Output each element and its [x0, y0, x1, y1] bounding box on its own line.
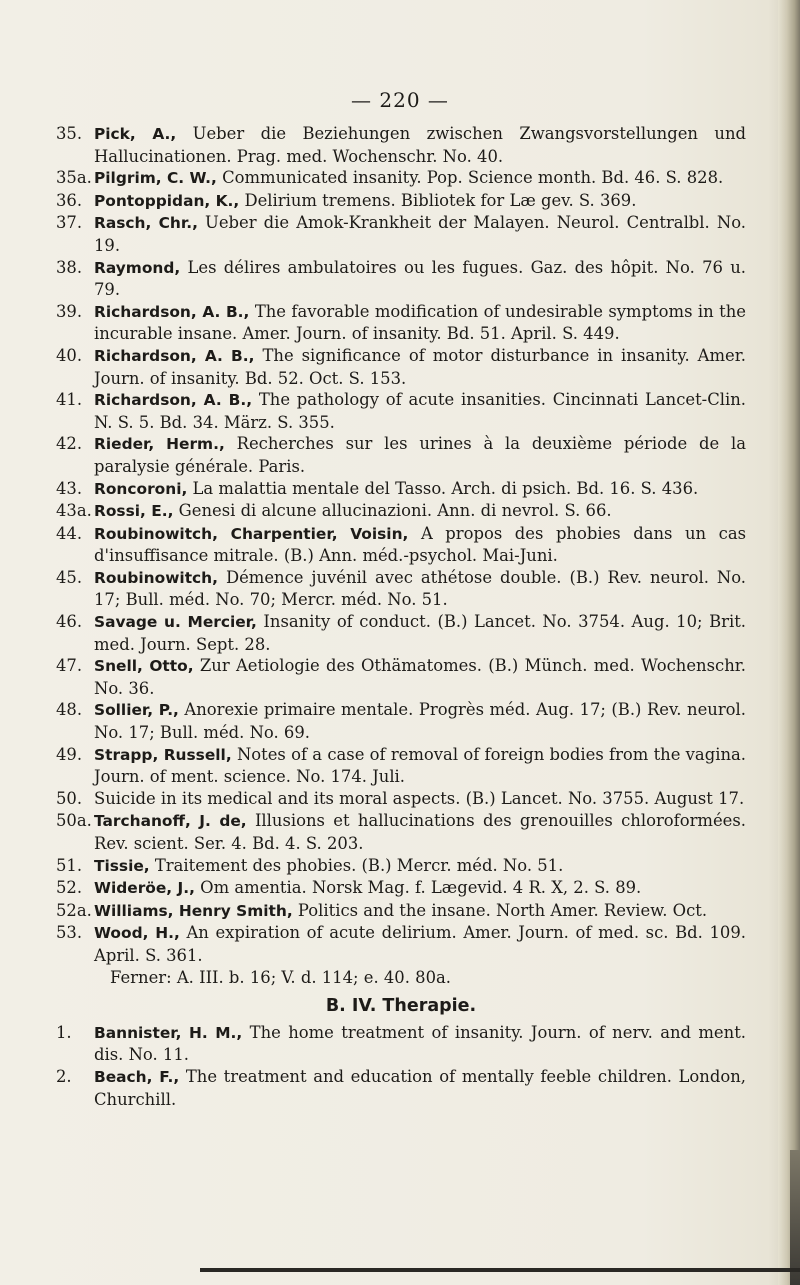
entry-body: [94, 567, 746, 611]
bibliography-entry: [56, 478, 746, 501]
entry-body: [94, 1066, 746, 1110]
cross-reference: Ferner: A. III. b. 16; V. d. 114; e. 40. 80a.: [110, 967, 451, 987]
entry-body: [94, 123, 746, 167]
entry-citation: The significance of motor disturbance in insanity. Amer. Journ. of insanity. Bd. 52. Oct. S. 153.: [94, 345, 746, 388]
entry-citation: Insanity of conduct. (B.) Lancet. No. 3754. Aug. 10; Brit. med. Journ. Sept. 28.: [94, 612, 747, 654]
page-edge-shadow: [790, 1150, 800, 1285]
entry-citation: Recherches sur les urines à la deuxième période de la paralysie générale. Paris.: [94, 434, 746, 476]
entry-body: [94, 788, 746, 811]
entry-body: [94, 699, 746, 743]
entry-body: [94, 855, 746, 878]
entry-citation: The treatment and education of mentally feeble children. London, Churchill.: [94, 1066, 746, 1109]
entry-citation: La malattia mentale del Tasso. Arch. di psich. Bd. 16. S. 436.: [192, 478, 699, 498]
entry-number: 35.: [56, 124, 83, 143]
entry-author: Beach, F.,: [94, 1067, 180, 1086]
entry-body: [94, 744, 746, 788]
entry-citation: Suicide in its medical and its moral aspects. (B.) Lancet. No. 3755. August 17.: [94, 788, 745, 808]
entry-citation: Les délires ambulatoires ou les fugues. Gaz. des hôpit. No. 76 u. 79.: [94, 257, 746, 300]
entry-author: Raymond,: [94, 258, 181, 277]
entry-author: Rasch, Chr.,: [94, 214, 198, 233]
entry-author: Savage u. Mercier,: [94, 613, 257, 632]
entry-number: 46.: [56, 612, 83, 632]
entry-citation: Démence juvénil avec athétose double. (B.) Rev. neurol. No. 17; Bull. méd. No. 70; Mercr. méd. No. 51.: [94, 567, 746, 610]
entry-body: [94, 500, 746, 523]
bibliography-entry: [56, 190, 746, 213]
bibliography-entry: [56, 389, 746, 433]
entry-number: 38.: [56, 257, 83, 277]
bibliography-entry: [56, 1066, 746, 1110]
entry-citation: Anorexie primaire mentale. Progrès méd. Aug. 17; (B.) Rev. neurol. No. 17; Bull. méd. No. 69.: [94, 700, 746, 743]
entry-number: 1.: [56, 1022, 72, 1042]
entry-citation: Om amentia. Norsk Mag. f. Lægevid. 4 R. X, 2. S. 89.: [200, 878, 642, 898]
entry-author: Bannister, H. M.,: [94, 1023, 243, 1042]
entry-number: 43.: [56, 478, 83, 498]
bibliography: [56, 123, 746, 1110]
entry-number: 40.: [56, 345, 83, 365]
entry-body: [94, 257, 746, 301]
bibliography-entry: [56, 500, 746, 523]
entry-number: 52.: [56, 878, 83, 898]
entry-number: 35a.: [56, 168, 92, 188]
bibliography-entry: [56, 655, 746, 699]
entry-author: Richardson, A. B.,: [94, 391, 253, 410]
entry-author: Wood, H.,: [94, 924, 180, 943]
entry-body: [94, 810, 746, 854]
entry-citation: Notes of a case of removal of foreign bodies from the vagina. Journ. of ment. science. No. 174. Juli.: [94, 744, 746, 787]
entry-number: 52a.: [56, 900, 92, 920]
entry-number: 45.: [56, 567, 83, 587]
bibliography-entry: [56, 810, 746, 854]
entry-author: Snell, Otto,: [94, 657, 194, 676]
entry-citation: A propos des phobies dans un cas d'insuffisance mitrale. (B.) Ann. méd.-psychol. Mai-Juni.: [94, 523, 747, 566]
entry-author: Roubinowitch, Charpentier, Voisin,: [94, 524, 409, 543]
entry-number: 2.: [56, 1066, 72, 1086]
entry-body: [94, 900, 746, 923]
bibliography-entry: [56, 855, 746, 878]
entry-number: 37.: [56, 213, 83, 233]
entry-number: 51.: [56, 855, 83, 875]
bibliography-entry: [56, 123, 746, 167]
entry-author: Williams, Henry Smith,: [94, 901, 293, 920]
entry-citation: The favorable modification of undesirable symptoms in the incurable insane. Amer. Journ. of insanity. Bd. 51. April. S. 449.: [94, 301, 747, 344]
bibliography-entry: [56, 900, 746, 923]
therapy-entry-list: [56, 1022, 746, 1110]
bibliography-entry: [56, 301, 746, 345]
entry-author: Rossi, E.,: [94, 502, 174, 521]
entry-author: Sollier, P.,: [94, 701, 179, 720]
entry-body: [94, 1022, 746, 1066]
entry-number: 50a.: [56, 811, 92, 831]
entry-citation: Politics and the insane. North Amer. Review. Oct.: [297, 900, 708, 920]
entry-author: Roncoroni,: [94, 479, 188, 498]
entry-author: Wideröe, J.,: [94, 879, 195, 898]
bibliography-entry: [56, 212, 746, 256]
entry-author: Rieder, Herm.,: [94, 435, 225, 454]
entry-author: Pilgrim, C. W.,: [94, 169, 217, 188]
entry-number: 44.: [56, 523, 83, 543]
entry-author: Pontoppidan, K.,: [94, 191, 240, 210]
entry-number: 53.: [56, 923, 83, 943]
entry-citation: Ueber die Amok-Krankheit der Malayen. Neurol. Centralbl. No. 19.: [94, 213, 746, 255]
entry-citation: Ueber die Beziehungen zwischen Zwangsvorstellungen und Hallucinationen. Prag. med. Wochenschr. No. 40.: [94, 124, 746, 166]
entry-body: [94, 345, 746, 389]
section-heading: B. IV. Therapie.: [325, 996, 477, 1017]
entry-number: 42.: [56, 434, 83, 454]
bibliography-entry: [56, 523, 746, 567]
entry-author: Strapp, Russell,: [94, 745, 232, 764]
entry-body: [94, 523, 746, 567]
entry-body: [94, 167, 746, 190]
entry-citation: Traitement des phobies. (B.) Mercr. méd. No. 51.: [154, 855, 564, 875]
entry-body: [94, 301, 746, 345]
entry-author: Tarchanoff, J. de,: [94, 812, 247, 831]
bibliography-entry: [56, 699, 746, 743]
entry-number: 36.: [56, 190, 83, 210]
entry-body: [94, 389, 746, 433]
bibliography-entry: [56, 1022, 746, 1066]
bibliography-entry: [56, 877, 746, 900]
entry-body: [94, 611, 746, 655]
entry-body: [94, 877, 746, 900]
bibliography-entry: [56, 922, 746, 966]
bibliography-entry: [56, 167, 746, 190]
entry-citation: The home treatment of insanity. Journ. of nerv. and ment. dis. No. 11.: [94, 1022, 746, 1065]
bibliography-entry: [56, 744, 746, 788]
entry-author: Pick, A.,: [94, 125, 177, 143]
entry-citation: Delirium tremens. Bibliotek for Læ gev. S. 369.: [244, 190, 637, 210]
entry-number: 41.: [56, 390, 83, 410]
entry-body: [94, 478, 746, 501]
entry-citation: An expiration of acute delirium. Amer. Journ. of med. sc. Bd. 109. April. S. 361.: [94, 923, 746, 965]
bibliography-entry: [56, 257, 746, 301]
entry-author: Roubinowitch,: [94, 568, 218, 587]
page-edge: [778, 0, 800, 1285]
entry-citation: Illusions et hallucinations des grenouilles chloroformées. Rev. scient. Ser. 4. Bd. 4. S. 203.: [94, 811, 746, 853]
bottom-rule: [200, 1268, 800, 1272]
entry-citation: Genesi di alcune allucinazioni. Ann. di nevrol. S. 66.: [178, 501, 612, 521]
entry-number: 47.: [56, 656, 83, 676]
entry-number: 48.: [56, 700, 83, 720]
entry-body: [94, 190, 746, 213]
entry-list: [56, 123, 746, 967]
entry-body: [94, 433, 746, 477]
entry-number: 39.: [56, 301, 83, 321]
entry-citation: The pathology of acute insanities. Cincinnati Lancet-Clin. N. S. 5. Bd. 34. März. S. 355.: [94, 390, 746, 432]
page-number: — 220 —: [351, 88, 449, 112]
entry-body: [94, 212, 746, 256]
bibliography-entry: [56, 788, 746, 811]
bibliography-entry: [56, 345, 746, 389]
entry-number: 49.: [56, 744, 83, 764]
bibliography-entry: [56, 611, 746, 655]
entry-number: 43a.: [56, 501, 92, 521]
entry-body: [94, 922, 746, 966]
entry-body: [94, 655, 746, 699]
entry-citation: Zur Aetiologie des Othämatomes. (B.) Münch. med. Wochenschr. No. 36.: [94, 656, 746, 698]
bibliography-entry: [56, 567, 746, 611]
entry-number: 50.: [56, 788, 83, 808]
entry-author: Richardson, A. B.,: [94, 302, 250, 321]
bibliography-entry: [56, 433, 746, 477]
entry-author: Richardson, A. B.,: [94, 346, 255, 365]
entry-author: Tissie,: [94, 856, 150, 875]
entry-citation: Communicated insanity. Pop. Science month. Bd. 46. S. 828.: [222, 168, 724, 188]
